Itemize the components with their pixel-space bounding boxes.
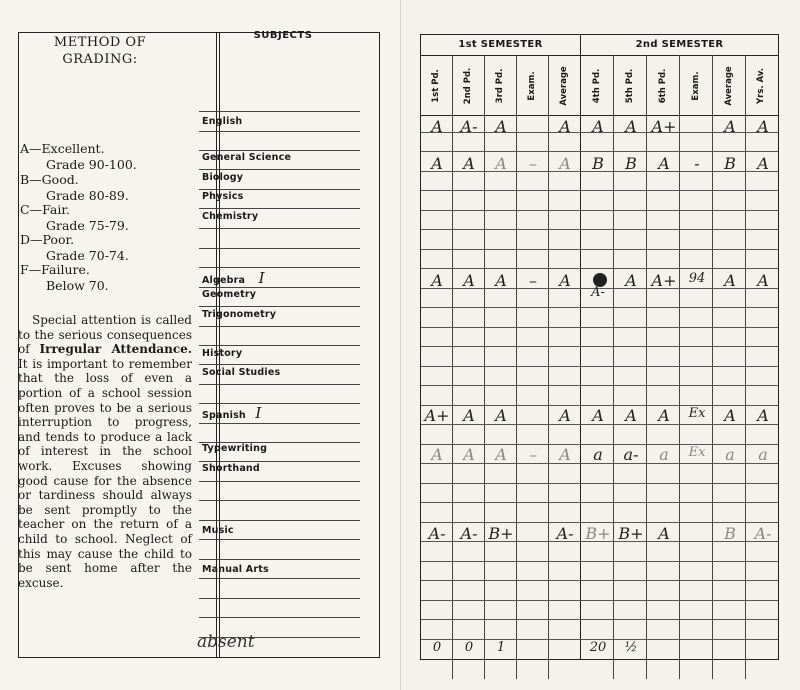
grade-cell: A- xyxy=(460,524,478,543)
row-rule xyxy=(421,385,778,386)
grade-cell: Ex xyxy=(688,445,706,460)
subject-rule xyxy=(199,208,360,209)
col-5th-pd xyxy=(617,57,643,115)
grade-f xyxy=(20,262,185,293)
subject-spanish xyxy=(202,404,262,422)
subject-rule xyxy=(199,111,360,112)
col-rule xyxy=(516,55,517,679)
grade-cell: a xyxy=(659,445,669,464)
subject-physics: Physics xyxy=(202,191,244,202)
row-rule xyxy=(421,210,778,211)
col-exam-1 xyxy=(519,57,545,115)
row-rule xyxy=(421,229,778,230)
row-rule xyxy=(421,483,778,484)
subject-rule xyxy=(199,131,360,132)
subject-rule xyxy=(199,384,360,385)
subject-rule xyxy=(199,598,360,599)
grade-cell: A xyxy=(431,117,443,136)
notice-bold: Irregular Attendance. xyxy=(39,342,192,357)
grade-c-label: C—Fair. xyxy=(20,202,70,217)
col-3rd-pd xyxy=(487,57,513,115)
grade-cell: A xyxy=(592,117,604,136)
subject-rule xyxy=(199,306,360,307)
subject-shorthand: Shorthand xyxy=(202,463,260,474)
subject-general-science: General Science xyxy=(202,152,292,163)
col-label: Exam. xyxy=(691,71,701,101)
absent-cell: 0 xyxy=(432,640,442,655)
grade-cell: A xyxy=(625,271,637,290)
grade-cell: – xyxy=(529,445,537,464)
absent-cell: ½ xyxy=(624,640,638,655)
row-rule xyxy=(421,600,778,601)
col-exam-2 xyxy=(683,57,709,115)
col-label: 5th Pd. xyxy=(625,68,635,104)
col-label: 1st Pd. xyxy=(431,69,441,103)
grade-cell: A xyxy=(724,271,736,290)
subject-algebra-label: Algebra xyxy=(202,275,246,286)
grade-cell: A xyxy=(495,445,507,464)
subject-rule xyxy=(199,520,360,521)
subject-spanish-label: Spanish xyxy=(202,410,246,421)
grade-a-label: A—Excellent. xyxy=(20,141,105,156)
algebra-level-handwritten: I xyxy=(258,269,265,287)
subject-rule xyxy=(199,169,360,170)
subject-rule xyxy=(199,248,360,249)
grade-cell: A xyxy=(431,154,443,173)
grade-cell: - xyxy=(694,154,700,173)
grades-grid xyxy=(420,34,779,660)
grade-cell: B xyxy=(592,154,604,173)
subject-rule xyxy=(199,461,360,462)
grade-f-range: Below 70. xyxy=(46,277,109,293)
col-label: Average xyxy=(724,66,734,106)
notice-part2: It is important to remember that the loss of even a portion of a school session often proves to be a serious interruption to progress, and tends to produce a lack of interest in the school work. Excuses showing good cause for the absence or tardiness should always be sent promptly to the teacher on the return of a child to school. Neglect of this may cause the child to be sent home after the excuse. xyxy=(18,356,192,590)
subject-rule xyxy=(199,267,360,268)
subject-history: History xyxy=(202,348,243,359)
grade-cell: Ex xyxy=(688,406,706,421)
absent-cell: 0 xyxy=(464,640,474,655)
subject-rule xyxy=(199,228,360,229)
subject-rule xyxy=(199,578,360,579)
grade-b xyxy=(20,172,185,203)
grade-cell: A- xyxy=(428,524,446,543)
col-label: 2nd Pd. xyxy=(463,67,473,105)
grade-cell: a xyxy=(593,445,603,464)
grade-cell: B xyxy=(724,524,736,543)
grade-cell: a- xyxy=(623,445,639,464)
col-rule xyxy=(452,55,453,679)
subject-english: English xyxy=(202,116,243,127)
grade-cell: A xyxy=(463,271,475,290)
col-rule xyxy=(548,55,549,679)
notice-part1: Special attention is called to the serious consequences of xyxy=(18,313,192,357)
row-rule xyxy=(421,366,778,367)
grade-cell: A xyxy=(658,154,670,173)
grade-cell: A+ xyxy=(651,271,677,290)
subject-typewriting: Typewriting xyxy=(202,443,268,454)
col-4th-pd xyxy=(584,57,610,115)
grade-cell: A xyxy=(658,406,670,425)
col-rule xyxy=(613,55,614,679)
grade-cell: A+ xyxy=(424,406,450,425)
method-of-grading-title xyxy=(30,34,170,68)
grade-cell: A+ xyxy=(651,117,677,136)
subject-rule xyxy=(199,189,360,190)
grade-cell: A xyxy=(495,154,507,173)
grade-cell: B+ xyxy=(488,524,514,543)
subjects-header: SUBJECTS xyxy=(253,30,313,41)
grade-cell: A xyxy=(495,406,507,425)
row-rule xyxy=(421,249,778,250)
col-label: 4th Pd. xyxy=(592,68,602,104)
grade-cell: A xyxy=(463,154,475,173)
grade-a xyxy=(20,141,185,172)
row-rule xyxy=(421,346,778,347)
grade-d-range: Grade 70-74. xyxy=(46,247,129,263)
grade-b-range: Grade 80-89. xyxy=(46,187,129,203)
col-label: 3rd Pd. xyxy=(495,68,505,104)
grade-cell: A- xyxy=(460,117,478,136)
grade-cell: A xyxy=(559,406,571,425)
second-semester-header: 2nd SEMESTER xyxy=(635,39,724,50)
grade-a-range: Grade 90-100. xyxy=(46,156,137,172)
subject-rule xyxy=(199,345,360,346)
grade-cell: B+ xyxy=(618,524,644,543)
grade-cell: A xyxy=(559,271,571,290)
grade-cell: – xyxy=(529,154,537,173)
row-rule xyxy=(421,190,778,191)
subject-rule xyxy=(199,287,360,288)
row-rule xyxy=(421,502,778,503)
subject-rule xyxy=(199,617,360,618)
row-rule xyxy=(421,307,778,308)
grade-cell: A xyxy=(495,271,507,290)
col-average-1 xyxy=(551,57,577,115)
row-rule xyxy=(421,151,778,152)
col-2nd-pd xyxy=(455,57,481,115)
grade-cell: A xyxy=(658,524,670,543)
attendance-notice xyxy=(18,313,192,590)
grade-cell: A xyxy=(724,406,736,425)
col-rule xyxy=(712,55,713,679)
col-label: Average xyxy=(559,66,569,106)
col-label: 6th Pd. xyxy=(658,68,668,104)
subject-geometry: Geometry xyxy=(202,289,257,300)
grade-cell: a xyxy=(725,445,735,464)
grade-cell: B+ xyxy=(585,524,611,543)
row-rule xyxy=(421,580,778,581)
subject-rule xyxy=(199,500,360,501)
col-6th-pd xyxy=(650,57,676,115)
report-card-right-panel xyxy=(400,0,800,690)
subject-chemistry: Chemistry xyxy=(202,211,259,222)
absent-cell: 1 xyxy=(496,640,506,655)
grade-c xyxy=(20,202,185,233)
grade-cell: A xyxy=(757,271,769,290)
grade-cell: – xyxy=(529,271,537,290)
grade-cell: A xyxy=(463,406,475,425)
grade-cell: A xyxy=(559,445,571,464)
grade-cell: A xyxy=(463,445,475,464)
subject-rule xyxy=(199,423,360,424)
grade-f-label: F—Failure. xyxy=(20,262,90,277)
grade-cell: A xyxy=(431,445,443,464)
subject-rule xyxy=(199,364,360,365)
grade-cell: A xyxy=(757,117,769,136)
subject-social-studies: Social Studies xyxy=(202,367,281,378)
grade-cell: A xyxy=(625,117,637,136)
grade-cell: A xyxy=(592,406,604,425)
col-rule xyxy=(646,55,647,679)
method-title-line2: GRADING: xyxy=(62,52,138,67)
subject-rule xyxy=(199,326,360,327)
subject-biology: Biology xyxy=(202,172,244,183)
grade-d xyxy=(20,232,185,263)
subject-trigonometry: Trigonometry xyxy=(202,309,277,320)
subject-rule xyxy=(199,559,360,560)
col-label: Yrs. Av. xyxy=(756,68,766,104)
grade-b-label: B—Good. xyxy=(20,172,79,187)
absent-cell: 20 xyxy=(589,640,607,655)
grade-cell: 94 xyxy=(688,271,706,286)
grade-cell: A xyxy=(757,154,769,173)
col-1st-pd xyxy=(423,57,449,115)
subject-algebra xyxy=(202,269,265,287)
row-rule xyxy=(421,561,778,562)
grade-cell: A xyxy=(757,406,769,425)
header-rule xyxy=(421,115,778,116)
grade-cell: A xyxy=(559,117,571,136)
method-title-line1: METHOD OF xyxy=(53,35,147,50)
col-average-2 xyxy=(716,57,742,115)
row-rule xyxy=(421,327,778,328)
subject-rule xyxy=(199,150,360,151)
subject-rule xyxy=(199,481,360,482)
grade-cell: A xyxy=(559,154,571,173)
subject-music: Music xyxy=(202,525,234,536)
col-rule xyxy=(679,55,680,679)
grade-cell: B xyxy=(625,154,637,173)
col-rule xyxy=(745,55,746,679)
grade-cell: A xyxy=(625,406,637,425)
grade-cell: A xyxy=(724,117,736,136)
grade-cell: A xyxy=(431,271,443,290)
row-rule xyxy=(421,619,778,620)
grade-d-label: D—Poor. xyxy=(20,232,75,247)
col-rule xyxy=(484,55,485,679)
col-yrs-av xyxy=(748,57,774,115)
grade-c-range: Grade 75-79. xyxy=(46,217,129,233)
col-label: Exam. xyxy=(527,71,537,101)
grade-cell: A- xyxy=(556,524,574,543)
grade-cell: B xyxy=(724,154,736,173)
row-rule xyxy=(421,268,778,269)
grade-cell: a xyxy=(758,445,768,464)
spanish-level-handwritten: I xyxy=(255,404,262,422)
subject-rule xyxy=(199,539,360,540)
subject-manual-arts: Manual Arts xyxy=(202,564,269,575)
grade-cell: A xyxy=(495,117,507,136)
grade-cell: A- xyxy=(754,524,772,543)
first-semester-header: 1st SEMESTER xyxy=(458,39,543,50)
row-rule xyxy=(421,522,778,523)
semester-rule xyxy=(421,55,778,56)
absent-handwritten-label: absent xyxy=(197,632,255,652)
grade-cell: A- xyxy=(591,285,605,300)
